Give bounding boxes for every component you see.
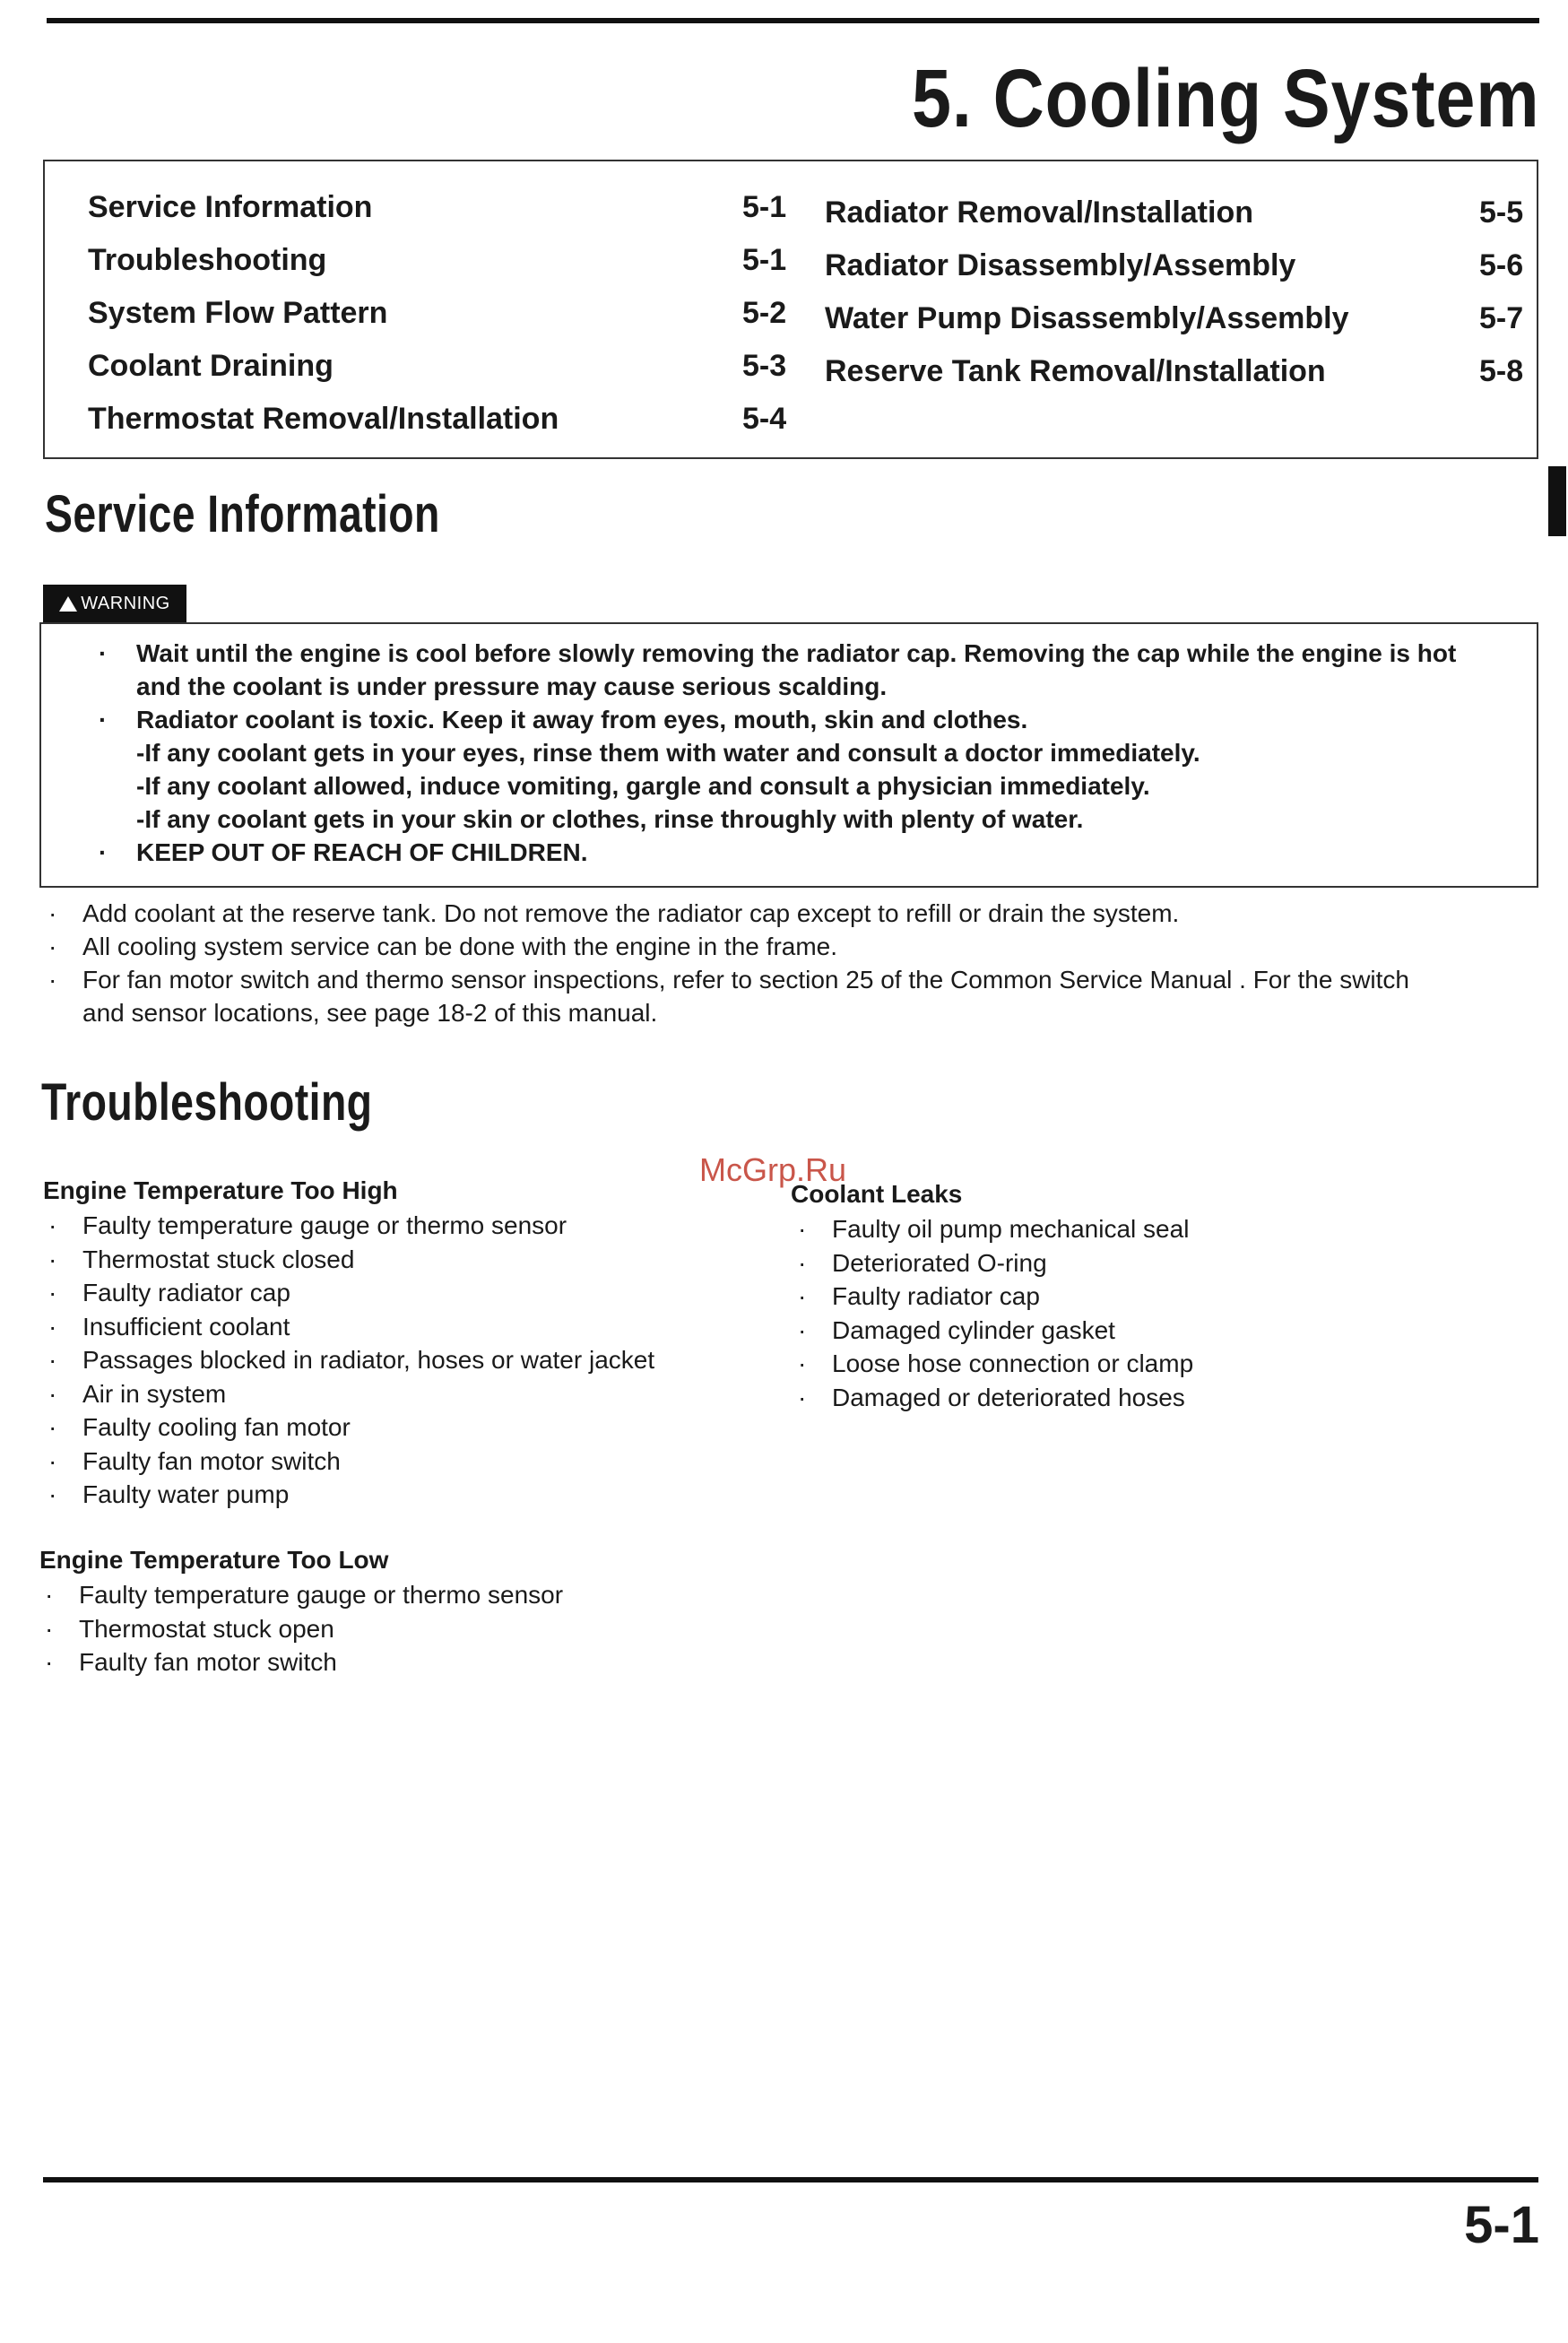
coolant-leaks-title: Coolant Leaks — [791, 1180, 963, 1208]
toc-item[interactable] — [825, 187, 1551, 239]
list-item — [791, 1347, 1526, 1381]
toc-item[interactable] — [88, 181, 814, 234]
top-rule — [47, 18, 1539, 23]
bullet-icon: · — [45, 1581, 54, 1609]
toc-item-label: Service Information — [88, 190, 373, 224]
list-item — [39, 1645, 775, 1679]
list-item-text: Damaged cylinder gasket — [832, 1315, 1115, 1344]
toc-item-label: Thermostat Removal/Installation — [88, 402, 559, 436]
bullet-icon: · — [798, 1349, 807, 1377]
warning-text: Radiator coolant is toxic. Keep it away from eyes, mouth, skin and clothes. — [136, 706, 1028, 733]
warning-item — [59, 803, 1528, 836]
list-item — [791, 1280, 1526, 1314]
list-item — [43, 1343, 778, 1377]
list-item — [39, 1612, 775, 1646]
note-item — [43, 897, 1567, 930]
toc-item[interactable] — [825, 239, 1551, 292]
toc-item-page: 5-1 — [742, 243, 787, 277]
bullet-icon: · — [48, 966, 57, 994]
toc-item[interactable] — [88, 234, 814, 287]
toc-item-label: Radiator Disassembly/Assembly — [825, 248, 1296, 282]
coolant-leaks-group — [791, 1176, 1526, 1414]
watermark: McGrp.Ru — [699, 1151, 847, 1188]
list-item-text: Thermostat stuck closed — [82, 1245, 355, 1273]
list-item — [43, 1310, 778, 1344]
list-item-text: Insufficient coolant — [82, 1312, 290, 1341]
list-item — [43, 1377, 778, 1411]
list-item-text: Thermostat stuck open — [79, 1614, 334, 1643]
toc-item[interactable] — [88, 340, 814, 393]
too-low-title: Engine Temperature Too Low — [39, 1546, 389, 1574]
warning-text: -If any coolant gets in your skin or clothes, rinse throughly with plenty of water. — [136, 805, 1084, 833]
bullet-icon: · — [798, 1215, 807, 1243]
toc-item[interactable] — [88, 393, 814, 446]
note-text: and sensor locations, see page 18-2 of this manual. — [82, 999, 658, 1027]
warning-label — [43, 585, 186, 622]
note-item — [43, 930, 1567, 963]
list-item-text: Air in system — [82, 1379, 227, 1408]
toc-item[interactable] — [88, 287, 814, 340]
list-item-text: Faulty fan motor switch — [82, 1446, 341, 1475]
list-item-text: Faulty oil pump mechanical seal — [832, 1215, 1190, 1243]
note-text: Add coolant at the reserve tank. Do not remove the radiator cap except to refill or drain the system. — [82, 899, 1180, 927]
list-item-text: Faulty water pump — [82, 1480, 290, 1508]
list-item-text: Loose hose connection or clamp — [832, 1349, 1194, 1377]
bullet-icon: · — [48, 933, 57, 960]
toc-item-label: System Flow Pattern — [88, 296, 388, 330]
warning-text: -If any coolant gets in your eyes, rinse them with water and consult a doctor immediately. — [136, 739, 1200, 767]
toc-item-label: Radiator Removal/Installation — [825, 195, 1253, 230]
bullet-icon: · — [798, 1383, 807, 1411]
warning-text: and the coolant is under pressure may cause serious scalding. — [136, 673, 888, 700]
bullet-icon: · — [45, 1614, 54, 1643]
bullet-icon: · — [48, 1245, 57, 1273]
toc-item-page: 5-2 — [742, 296, 787, 330]
warning-item — [59, 836, 1528, 869]
toc-item-page: 5-4 — [742, 402, 787, 436]
bullet-icon: · — [99, 838, 108, 866]
list-item — [43, 1209, 778, 1243]
toc-item-label: Coolant Draining — [88, 349, 334, 383]
list-item — [43, 1243, 778, 1277]
note-item — [43, 996, 1567, 1029]
list-item — [791, 1314, 1526, 1348]
warning-item — [59, 736, 1528, 769]
note-text: All cooling system service can be done with the engine in the frame. — [82, 933, 838, 960]
warning-box — [39, 622, 1538, 888]
list-item-text: Faulty radiator cap — [82, 1279, 290, 1306]
bullet-icon: · — [48, 1312, 57, 1341]
toc-item-page: 5-8 — [1479, 354, 1524, 388]
toc-item-page: 5-5 — [1479, 195, 1524, 230]
list-item — [791, 1212, 1526, 1246]
warning-item — [59, 670, 1528, 703]
service-information-heading: Service Information — [45, 485, 440, 543]
too-low-group — [39, 1542, 775, 1679]
chapter-title: 5. Cooling System — [911, 53, 1539, 144]
list-item-text: Faulty temperature gauge or thermo sensor — [82, 1211, 567, 1239]
list-item-text: Damaged or deteriorated hoses — [832, 1383, 1185, 1411]
list-item — [791, 1246, 1526, 1280]
bullet-icon: · — [99, 639, 108, 667]
list-item — [39, 1578, 775, 1612]
toc-item-page: 5-1 — [742, 190, 787, 224]
list-item — [43, 1410, 778, 1445]
bullet-icon: · — [798, 1315, 807, 1344]
bullet-icon: · — [99, 706, 108, 733]
toc-item[interactable] — [825, 345, 1551, 398]
toc-item-page: 5-7 — [1479, 301, 1524, 335]
bullet-icon: · — [48, 1211, 57, 1239]
section-tab-marker — [1548, 466, 1566, 536]
table-of-contents — [43, 160, 1538, 459]
list-item-text: Passages blocked in radiator, hoses or water jacket — [82, 1346, 655, 1374]
too-high-group — [43, 1173, 778, 1512]
bullet-icon: · — [48, 1480, 57, 1508]
toc-item-page: 5-3 — [742, 349, 787, 383]
warning-item — [59, 637, 1528, 670]
warning-text: KEEP OUT OF REACH OF CHILDREN. — [136, 838, 588, 866]
bullet-icon: · — [48, 1346, 57, 1374]
warning-item — [59, 703, 1528, 736]
warning-text: -If any coolant allowed, induce vomiting, gargle and consult a physician immediately. — [136, 772, 1150, 800]
toc-item-label: Troubleshooting — [88, 243, 327, 277]
bullet-icon: · — [798, 1282, 807, 1310]
list-item — [791, 1381, 1526, 1415]
list-item-text: Faulty radiator cap — [832, 1282, 1040, 1310]
toc-item[interactable] — [825, 292, 1551, 345]
toc-item-label: Water Pump Disassembly/Assembly — [825, 301, 1349, 335]
list-item-text: Faulty cooling fan motor — [82, 1413, 351, 1441]
note-item — [43, 963, 1567, 996]
bullet-icon: · — [45, 1648, 54, 1676]
list-item — [43, 1445, 778, 1479]
bullet-icon: · — [48, 1279, 57, 1306]
warning-triangle-icon — [59, 596, 77, 612]
service-notes — [43, 897, 1567, 1029]
troubleshooting-heading: Troubleshooting — [41, 1073, 373, 1132]
bullet-icon: · — [48, 1413, 57, 1441]
list-item-text: Faulty fan motor switch — [79, 1648, 337, 1676]
toc-left-column — [88, 181, 814, 446]
list-item-text: Deteriorated O-ring — [832, 1248, 1047, 1277]
page-number: 5-1 — [1464, 2196, 1539, 2254]
bullet-icon: · — [798, 1248, 807, 1277]
list-item-text: Faulty temperature gauge or thermo sensor — [79, 1581, 564, 1609]
toc-item-page: 5-6 — [1479, 248, 1524, 282]
list-item — [43, 1276, 778, 1310]
warning-text: Wait until the engine is cool before slowly removing the radiator cap. Removing the cap while the engine is hot — [136, 639, 1457, 667]
bottom-rule — [43, 2177, 1538, 2182]
bullet-icon: · — [48, 1446, 57, 1475]
too-high-title: Engine Temperature Too High — [43, 1176, 398, 1204]
warning-item — [59, 769, 1528, 803]
list-item — [43, 1478, 778, 1512]
warning-label-text: WARNING — [81, 593, 170, 613]
bullet-icon: · — [48, 899, 57, 927]
toc-item-label: Reserve Tank Removal/Installation — [825, 354, 1326, 388]
bullet-icon: · — [48, 1379, 57, 1408]
note-text: For fan motor switch and thermo sensor inspections, refer to section 25 of the Common Service Manual . For the switch — [82, 966, 1409, 994]
toc-right-column — [825, 187, 1551, 398]
